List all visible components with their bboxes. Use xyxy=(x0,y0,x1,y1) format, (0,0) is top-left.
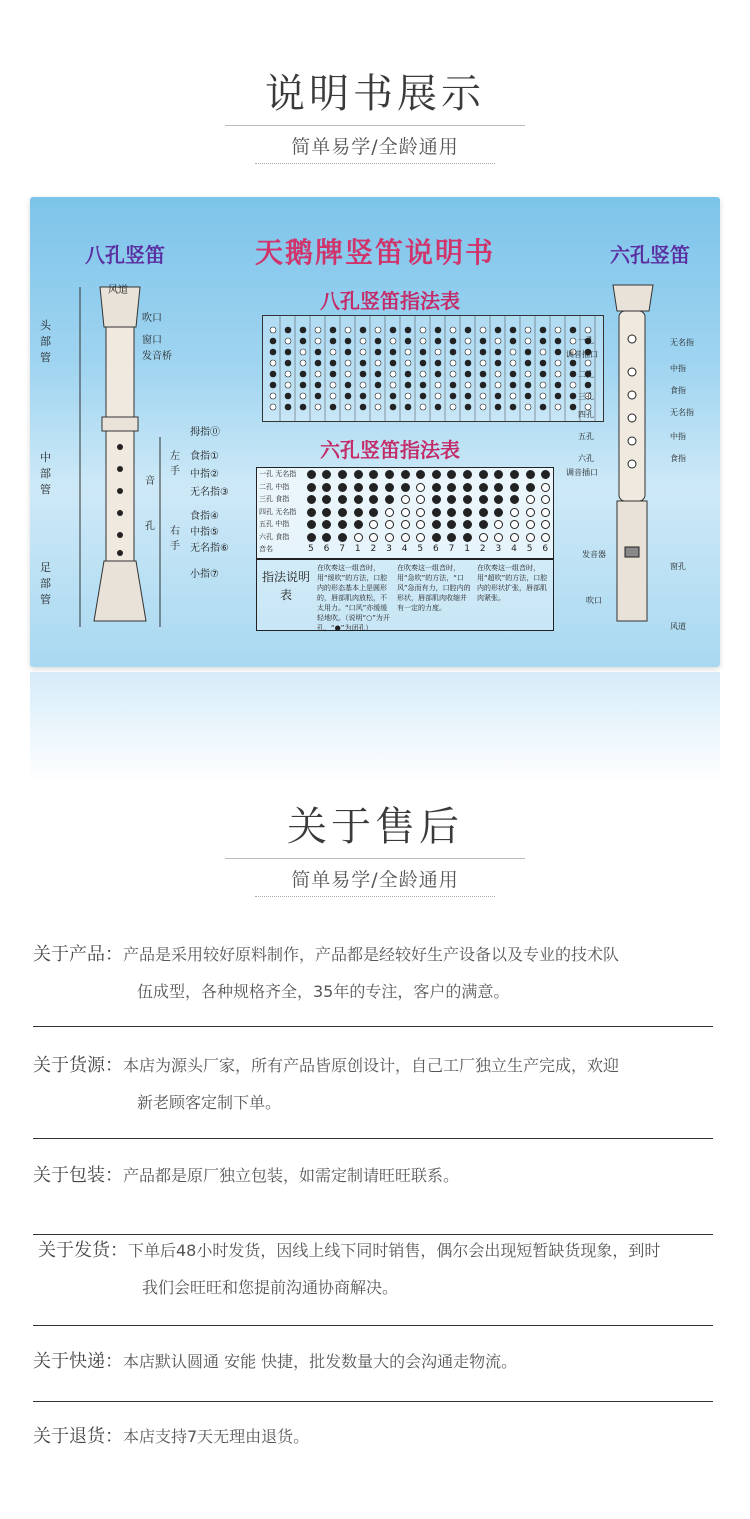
note-label: 1 xyxy=(354,544,361,554)
finger-hole-mark xyxy=(541,520,550,529)
row-divider xyxy=(33,1325,713,1326)
label-foot: 足部管 xyxy=(40,561,51,606)
right-hole-3: 三孔 xyxy=(578,392,594,401)
finger-hole-mark xyxy=(447,533,456,542)
finger-6: 无名指⑥ xyxy=(190,543,229,554)
finger-hole-mark xyxy=(479,495,488,504)
finger-hole-mark xyxy=(416,533,425,542)
label-left-hand: 左手 xyxy=(170,451,180,477)
finger-hole-mark xyxy=(385,508,394,517)
finger-2: 中指② xyxy=(190,469,219,480)
manual-image xyxy=(30,197,720,667)
note-label: 7 xyxy=(339,544,345,554)
item-text: 产品是采用较好原料制作，产品都是经较好生产设备以及专业的技术队 xyxy=(123,945,620,964)
right-finger-3: 食指 xyxy=(670,386,686,395)
manual-main-title: 天鹅牌竖笛说明书 xyxy=(254,236,495,269)
six-hole-table-title: 六孔竖笛指法表 xyxy=(320,438,460,462)
finger-5: 中指⑤ xyxy=(190,527,219,538)
label-window: 窗口 xyxy=(142,335,162,346)
right-finger-1: 无名指 xyxy=(670,338,694,347)
finger-hole-mark xyxy=(510,533,519,542)
finger-1: 食指① xyxy=(190,451,219,462)
finger-hole-mark xyxy=(401,483,410,492)
right-windway: 风道 xyxy=(670,622,686,631)
note-label: 5 xyxy=(307,544,314,554)
item-sep: ： xyxy=(105,1351,123,1372)
item-sep: ： xyxy=(105,1055,123,1076)
finger-hole-mark xyxy=(354,508,363,517)
right-window: 窗孔 xyxy=(670,562,686,571)
label-yin: 音 xyxy=(145,476,155,487)
section-title: 关于售后 xyxy=(287,804,463,850)
label-bridge: 发音桥 xyxy=(142,351,172,362)
after-sales-item-shipping xyxy=(38,1232,718,1306)
item-key: 关于发货 xyxy=(38,1240,110,1261)
finger-hole-mark xyxy=(369,495,378,504)
finger-hole-mark xyxy=(354,520,363,529)
finger-hole-mark xyxy=(463,520,472,529)
finger-hole-mark xyxy=(338,495,347,504)
finger-hole-mark xyxy=(354,470,363,479)
finger-hole-mark xyxy=(416,470,425,479)
finger-hole-mark xyxy=(369,483,378,492)
item-sep: ： xyxy=(105,1426,123,1447)
item-text: 下单后48小时发货，因线上线下同时销售，偶尔会出现短暂缺货现象，到时 xyxy=(128,1241,661,1260)
label-right-hand: 右手 xyxy=(170,526,180,552)
right-hole-1: 一孔 xyxy=(578,336,594,345)
after-sales-item-express xyxy=(33,1343,713,1380)
finger-hole-mark xyxy=(338,520,347,529)
finger-hole-mark xyxy=(416,508,425,517)
finger-hole-mark xyxy=(338,483,347,492)
finger-3: 无名指③ xyxy=(190,487,229,498)
section-header-manual xyxy=(0,62,750,172)
section-header-after-sales xyxy=(0,795,750,905)
finger-hole-mark xyxy=(494,483,503,492)
finger-hole-mark xyxy=(385,483,394,492)
finger-hole-mark xyxy=(510,483,519,492)
note-label: 5 xyxy=(417,544,424,554)
finger-hole-mark xyxy=(322,508,331,517)
finger-hole-mark xyxy=(369,533,378,542)
right-finger-5: 中指 xyxy=(670,432,686,441)
finger-hole-mark xyxy=(479,520,488,529)
finger-hole-mark xyxy=(369,520,378,529)
finger-hole-mark xyxy=(541,483,550,492)
finger-hole-mark xyxy=(369,470,378,479)
section-subtitle: 简单易学/全龄通用 xyxy=(291,869,459,891)
finger-hole-mark xyxy=(432,508,441,517)
item-sep: ： xyxy=(110,1240,128,1261)
finger-hole-mark xyxy=(307,483,316,492)
item-sep: ： xyxy=(105,1165,123,1186)
finger-hole-mark xyxy=(494,470,503,479)
six-hole-recorder-diagram xyxy=(605,277,665,637)
finger-hole-mark xyxy=(401,495,410,504)
finger-hole-mark xyxy=(354,483,363,492)
item-text: 本店为源头厂家，所有产品皆原创设计，自己工厂独立生产完成，欢迎 xyxy=(123,1056,620,1075)
right-hole-2: 二孔 xyxy=(578,370,594,379)
six-hole-row-label: 音名 xyxy=(259,545,273,553)
item-text-2: 新老顾客定制下单。 xyxy=(137,1093,282,1112)
decorative-line xyxy=(255,896,495,905)
note-label: 6 xyxy=(542,544,549,554)
right-mouth: 吹口 xyxy=(586,596,602,605)
label-middle: 中部管 xyxy=(40,451,51,496)
finger-hole-mark xyxy=(369,508,378,517)
right-sounder: 发音器 xyxy=(582,550,606,559)
finger-hole-mark xyxy=(354,533,363,542)
item-text: 本店默认圆通 安能 快捷，批发数量大的会沟通走物流。 xyxy=(123,1352,518,1371)
finger-hole-mark xyxy=(432,533,441,542)
finger-hole-mark xyxy=(479,533,488,542)
finger-hole-mark xyxy=(385,470,394,479)
finger-hole-mark xyxy=(494,508,503,517)
finger-hole-mark xyxy=(447,495,456,504)
note-label: 4 xyxy=(511,544,517,554)
right-tuning-1: 调音插口 xyxy=(566,350,598,359)
item-key: 关于快递 xyxy=(33,1351,105,1372)
item-text-2: 伍成型，各种规格齐全，35年的专注，客户的满意。 xyxy=(137,982,510,1001)
note-label: 7 xyxy=(448,544,455,554)
finger-hole-mark xyxy=(541,533,550,542)
finger-0: 拇指⓪ xyxy=(190,427,220,438)
note-label: 2 xyxy=(479,544,486,554)
row-divider xyxy=(33,1026,713,1027)
after-sales-item-source xyxy=(33,1047,713,1121)
finger-hole-mark xyxy=(447,470,456,479)
fingering-legend xyxy=(256,559,554,631)
finger-hole-mark xyxy=(354,495,363,504)
finger-hole-mark xyxy=(401,520,410,529)
decorative-line xyxy=(255,163,495,172)
finger-hole-mark xyxy=(447,520,456,529)
finger-hole-mark xyxy=(307,520,316,529)
label-kong: 孔 xyxy=(145,521,155,532)
right-finger-6: 食指 xyxy=(670,454,686,463)
finger-hole-mark xyxy=(463,495,472,504)
finger-hole-mark xyxy=(494,533,503,542)
six-hole-row-label: 一孔 无名指 xyxy=(259,470,297,478)
item-text: 本店支持7天无理由退货。 xyxy=(123,1427,310,1446)
section-title: 说明书展示 xyxy=(265,71,485,117)
finger-hole-mark xyxy=(526,470,535,479)
label-windway: 风道 xyxy=(108,285,128,296)
finger-hole-mark xyxy=(510,508,519,517)
finger-hole-mark xyxy=(385,495,394,504)
finger-hole-mark xyxy=(510,470,519,479)
finger-hole-mark xyxy=(526,533,535,542)
finger-hole-mark xyxy=(432,470,441,479)
note-label: 5 xyxy=(526,544,533,554)
eight-hole-table-title: 八孔竖笛指法表 xyxy=(320,289,460,313)
item-key: 关于包装 xyxy=(33,1165,105,1186)
item-text: 产品都是原厂独立包装，如需定制请旺旺联系。 xyxy=(123,1166,460,1185)
finger-hole-mark xyxy=(322,520,331,529)
right-hole-4: 四孔 xyxy=(578,410,594,419)
finger-hole-mark xyxy=(494,495,503,504)
legend-text-2: 在吹奏这一组音时，用“急吹”的方法，“口风”急而有力，口腔内的形状，唇部肌肉收缩并有一定的力度。 xyxy=(397,564,471,612)
finger-hole-mark xyxy=(416,483,425,492)
legend-text-1: 在吹奏这一组音时，用“缓吹”的方法，口腔内的形态基本上是圆形的，唇部肌肉放松，不太用力。“口风”亦缓缓轻地吹。（说明“○”为开孔，“●”为闭孔） xyxy=(317,564,390,632)
finger-hole-mark xyxy=(401,470,410,479)
six-hole-row-label: 五孔 中指 xyxy=(259,520,290,528)
item-key: 关于产品 xyxy=(33,944,105,965)
right-finger-2: 中指 xyxy=(670,364,686,373)
item-key: 关于货源 xyxy=(33,1055,105,1076)
divider xyxy=(225,125,525,126)
finger-hole-mark xyxy=(432,520,441,529)
item-sep: ： xyxy=(105,944,123,965)
finger-hole-mark xyxy=(510,495,519,504)
finger-hole-mark xyxy=(338,508,347,517)
finger-hole-mark xyxy=(510,520,519,529)
finger-hole-mark xyxy=(322,470,331,479)
after-sales-item-packaging xyxy=(33,1157,713,1194)
note-label: 1 xyxy=(464,544,470,554)
row-divider xyxy=(33,1138,713,1139)
legend-text-3: 在吹奏这一组音时，用“超吹”的方法，口腔内的形状扩张，唇部肌肉紧张。 xyxy=(477,564,548,602)
after-sales-item-returns xyxy=(33,1418,713,1455)
finger-hole-mark xyxy=(338,533,347,542)
six-hole-title: 六孔竖笛 xyxy=(610,243,690,267)
finger-hole-mark xyxy=(307,533,316,542)
finger-hole-mark xyxy=(385,520,394,529)
finger-hole-mark xyxy=(463,470,472,479)
finger-hole-mark xyxy=(494,520,503,529)
finger-hole-mark xyxy=(479,483,488,492)
divider xyxy=(225,858,525,859)
finger-hole-mark xyxy=(432,495,441,504)
note-label: 3 xyxy=(386,544,392,554)
finger-hole-mark xyxy=(541,495,550,504)
right-tuning-2: 调音插口 xyxy=(566,468,598,477)
six-hole-row-label: 六孔 食指 xyxy=(259,532,290,541)
right-hole-5: 五孔 xyxy=(578,432,594,441)
section-subtitle: 简单易学/全龄通用 xyxy=(291,136,459,158)
right-finger-4: 无名指 xyxy=(670,408,694,417)
manual-reflection xyxy=(30,672,720,782)
finger-hole-mark xyxy=(541,470,550,479)
finger-hole-mark xyxy=(416,520,425,529)
item-text-2: 我们会旺旺和您提前沟通协商解决。 xyxy=(142,1278,399,1297)
finger-hole-mark xyxy=(307,495,316,504)
finger-hole-mark xyxy=(526,483,535,492)
finger-hole-mark xyxy=(401,533,410,542)
finger-hole-mark xyxy=(526,520,535,529)
note-label: 4 xyxy=(401,544,408,554)
finger-hole-mark xyxy=(526,508,535,517)
finger-hole-mark xyxy=(526,495,535,504)
finger-hole-mark xyxy=(541,508,550,517)
row-divider xyxy=(33,1401,713,1402)
item-key: 关于退货 xyxy=(33,1426,105,1447)
finger-hole-mark xyxy=(322,483,331,492)
eight-hole-title: 八孔竖笛 xyxy=(85,243,165,267)
eight-hole-fingering-chart xyxy=(262,315,604,422)
right-hole-6: 六孔 xyxy=(578,454,594,463)
finger-hole-mark xyxy=(385,533,394,542)
label-mouth: 吹口 xyxy=(142,313,162,324)
finger-hole-mark xyxy=(322,533,331,542)
finger-hole-mark xyxy=(463,533,472,542)
finger-hole-mark xyxy=(338,470,347,479)
label-head: 头部管 xyxy=(40,319,51,364)
after-sales-item-product xyxy=(33,936,713,1010)
finger-hole-mark xyxy=(479,470,488,479)
finger-hole-mark xyxy=(463,483,472,492)
finger-4: 食指④ xyxy=(190,511,219,522)
six-hole-fingering-table xyxy=(256,467,554,559)
finger-hole-mark xyxy=(307,508,316,517)
finger-hole-mark xyxy=(463,508,472,517)
finger-hole-mark xyxy=(447,508,456,517)
legend-label: 指法说明表 xyxy=(261,570,310,602)
finger-hole-mark xyxy=(401,508,410,517)
note-label: 3 xyxy=(495,544,502,554)
finger-hole-mark xyxy=(432,483,441,492)
finger-hole-mark xyxy=(447,483,456,492)
note-label: 6 xyxy=(323,544,330,554)
finger-hole-mark xyxy=(307,470,316,479)
finger-hole-mark xyxy=(479,508,488,517)
six-hole-row-label: 四孔 无名指 xyxy=(259,507,297,516)
six-hole-row-label: 二孔 中指 xyxy=(259,482,290,491)
finger-hole-mark xyxy=(322,495,331,504)
note-label: 2 xyxy=(370,544,377,554)
finger-hole-mark xyxy=(416,495,425,504)
finger-7: 小指⑦ xyxy=(190,569,219,580)
six-hole-row-label: 三孔 食指 xyxy=(259,495,290,503)
note-label: 6 xyxy=(432,544,439,554)
